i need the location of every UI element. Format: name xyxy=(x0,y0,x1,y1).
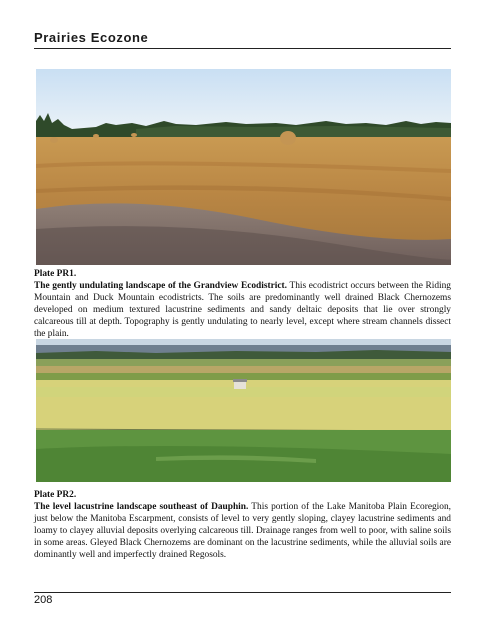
plate-pr1-lead: The gently undulating landscape of the Grandview Ecodistrict. xyxy=(34,281,288,291)
plate-pr1-photo xyxy=(36,69,451,265)
plate-pr2-photo xyxy=(36,339,451,482)
header-rule xyxy=(34,48,451,49)
plate-pr1-body: This ecodistrict occurs between the Riding Mountain and Duck Mountain ecodistricts. The soils are predominantly well drained Black Chernozems developed on medium textured lacustrine sediments and sandy deltaic deposits that lie over strongly calcareous till at depth. Topography is gently undulating to nearly level, except where stream channels dissect the plain. xyxy=(34,281,451,339)
page-number: 208 xyxy=(34,594,53,606)
footer-rule xyxy=(34,592,451,593)
plate-pr2-body: This portion of the Lake Manitoba Plain Ecoregion, just below the Manitoba Escarpment, consists of level to very gently sloping, clayey lacustrine sediments and loamy to clayey alluvial deposits overlying calcareous till. Drainage ranges from well to poor, with saline soils in some areas. Gleyed Black Chernozems are dominant on the lacustrine sediments, while the alluvial soils are dominantly well and imperfectly drained Regosols. xyxy=(34,502,451,560)
plate-pr2-label: Plate PR2. xyxy=(34,490,77,500)
plate-pr1-caption xyxy=(34,268,451,340)
plate-pr1-label: Plate PR1. xyxy=(34,269,77,279)
plate-pr2-lead: The level lacustrine landscape southeast of Dauphin. xyxy=(34,502,249,512)
page-header-title: Prairies Ecozone xyxy=(34,30,149,45)
plate-pr2-caption xyxy=(34,489,451,561)
